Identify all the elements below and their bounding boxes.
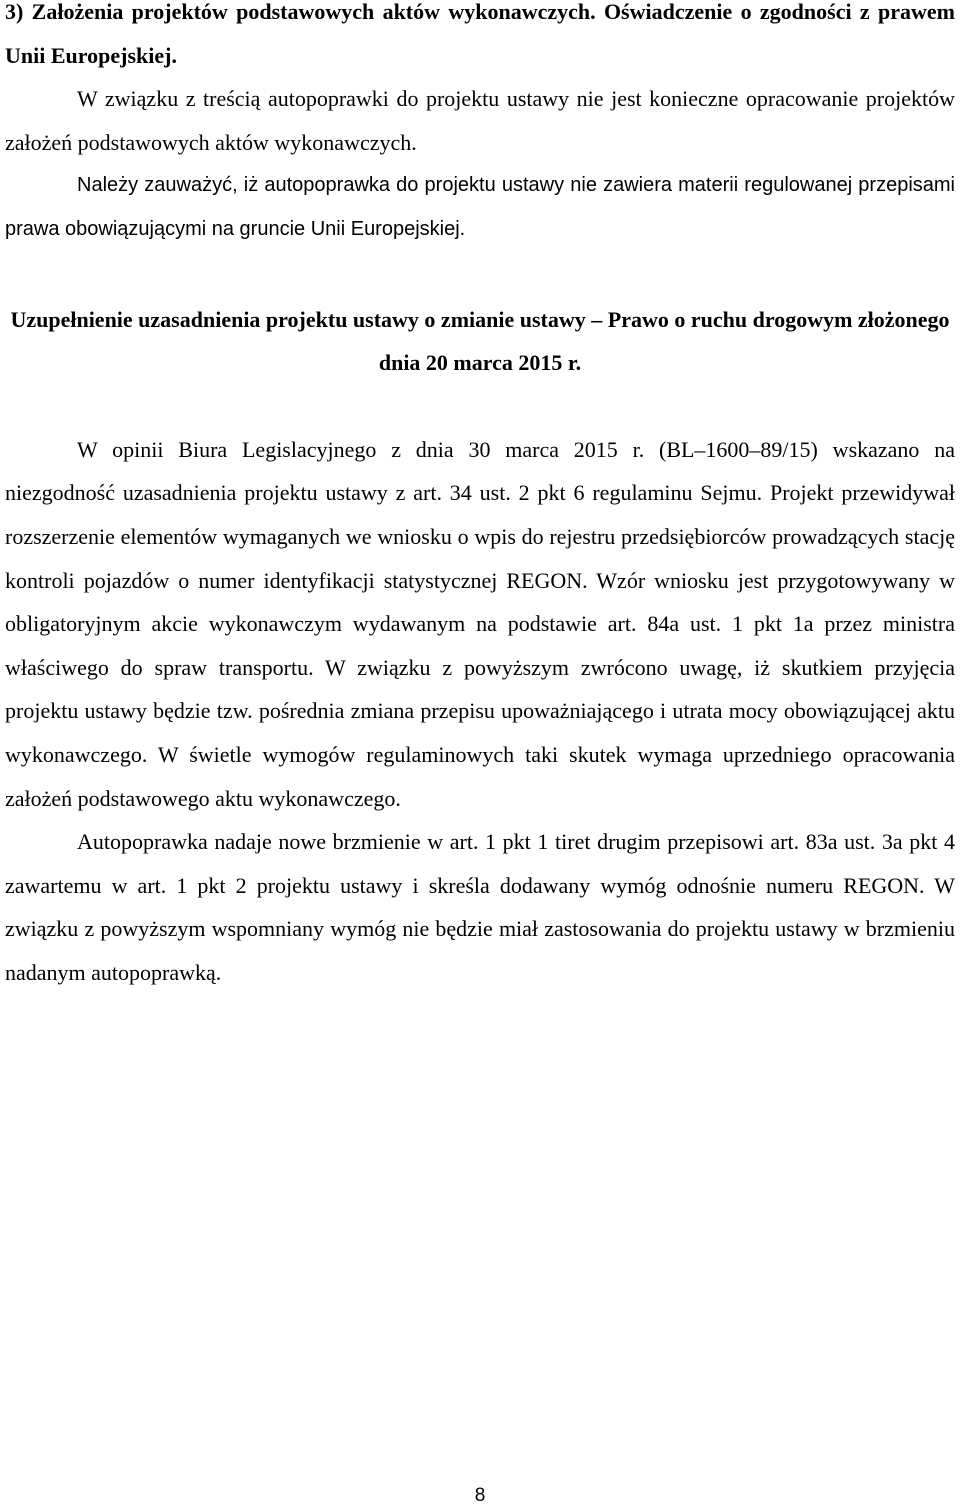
section-heading: 3) Założenia projektów podstawowych aktów wykonawczych. Oświadczenie o zgodności z prawem Unii Europejskiej. xyxy=(5,0,955,68)
paragraph-legislative-opinion: W opinii Biura Legislacyjnego z dnia 30 marca 2015 r. (BL–1600–89/15) wskazano na niezgodność uzasadnienia projektu ustawy z art. 34 ust. 2 pkt 6 regulaminu Sejmu. Projekt przewidywał rozszerzenie elementów wymaganych we wniosku o wpis do rejestru przedsiębiorców prowadzących stację kontroli pojazdów o numer identyfikacji statystycznej REGON. Wzór wniosku jest przygotowywany w obligatoryjnym akcie wykonawczym wydawanym na podstawie art. 84a ust. 1 pkt 1a przez ministra właściwego do spraw transportu. W związku z powyższym zwrócono uwagę, iż skutkiem przyjęcia projektu ustawy będzie tzw. pośrednia zmiana przepisu upoważniającego i utrata mocy obowiązującej aktu wykonawczego. W świetle wymogów regulaminowych taki skutek wymaga uprzedniego opracowania założeń podstawowego aktu wykonawczego. xyxy=(5,436,955,811)
supplement-title: Uzupełnienie uzasadnienia projektu ustawy o zmianie ustawy – Prawo o ruchu drogowym złożonego dnia 20 marca 2015 r. xyxy=(10,306,950,376)
paragraph-amendment: Autopoprawka nadaje nowe brzmienie w art. 1 pkt 1 tiret drugim przepisowi art. 83a ust. 3a pkt 4 zawartemu w art. 1 pkt 2 projektu ustawy i skreśla dodawany wymóg odnośnie numeru REGON. W związku z powyższym wspomniany wymóg nie będzie miał zastosowania do projektu ustawy w brzmieniu nadanym autopoprawką. xyxy=(5,829,955,985)
page-number: 8 xyxy=(474,1485,486,1506)
paragraph-implementing-acts: W związku z treścią autopoprawki do projektu ustawy nie jest konieczne opracowanie projektów założeń podstawowych aktów wykonawczych. xyxy=(5,86,955,155)
paragraph-eu-law: Należy zauważyć, iż autopoprawka do projektu ustawy nie zawiera materii regulowanej przepisami prawa obowiązującymi na gruncie Unii Europejskiej. xyxy=(5,174,955,240)
page-content xyxy=(5,0,955,994)
